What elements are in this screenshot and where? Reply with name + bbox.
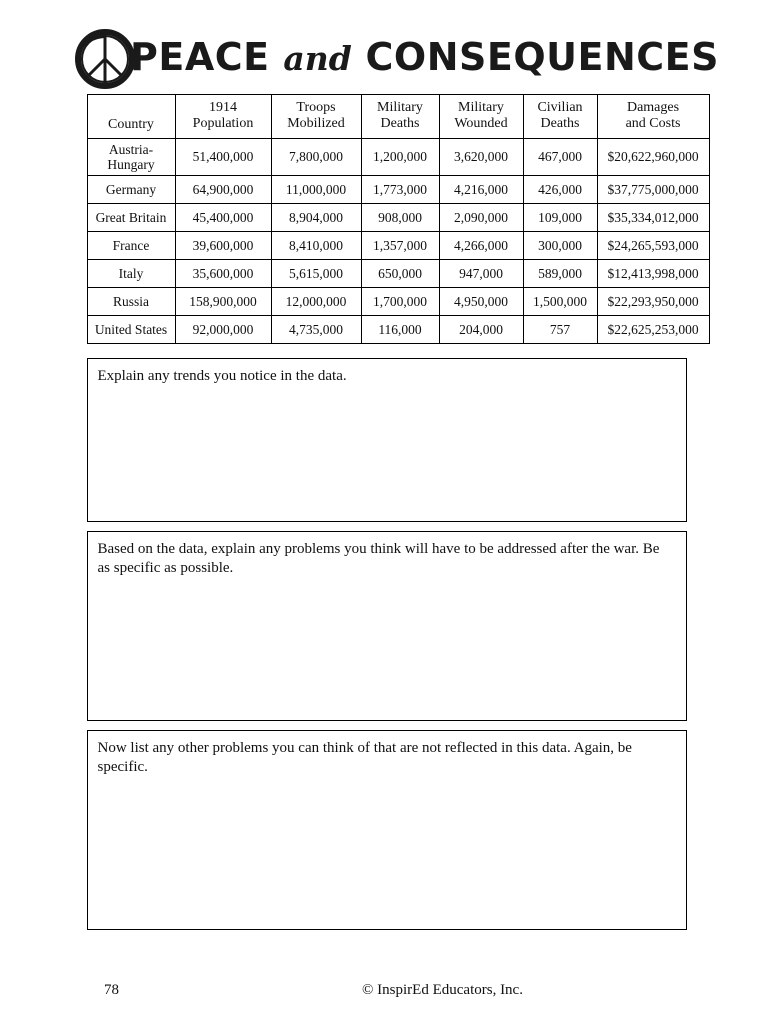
cell-population: 158,900,000 (175, 288, 271, 316)
cell-population: 92,000,000 (175, 316, 271, 344)
cell-military-wounded: 4,950,000 (439, 288, 523, 316)
cell-civilian-deaths: 467,000 (523, 139, 597, 176)
cell-military-deaths: 1,357,000 (361, 232, 439, 260)
page-title-text (130, 35, 719, 79)
page-number: 78 (104, 982, 119, 998)
table-row (87, 204, 709, 232)
cell-damages: $22,293,950,000 (597, 288, 709, 316)
cell-civilian-deaths: 426,000 (523, 176, 597, 204)
column-header-population-line2: Population (192, 116, 254, 131)
cell-military-wounded: 204,000 (439, 316, 523, 344)
column-header-military-wounded-line1: Military (458, 99, 504, 115)
cell-country: Italy (87, 260, 175, 288)
column-header-damages (597, 95, 709, 139)
cell-civilian-deaths: 589,000 (523, 260, 597, 288)
column-header-military-deaths (361, 95, 439, 139)
column-header-troops-line2: Mobilized (287, 116, 345, 131)
response-box-trends[interactable] (87, 358, 687, 522)
table-header-row (87, 95, 709, 139)
cell-damages: $24,265,593,000 (597, 232, 709, 260)
cell-population: 45,400,000 (175, 204, 271, 232)
table-row (87, 139, 709, 176)
column-header-population-line1: 1914 (209, 99, 237, 115)
cell-civilian-deaths: 300,000 (523, 232, 597, 260)
cell-damages: $20,622,960,000 (597, 139, 709, 176)
title-part-and: and (283, 39, 352, 78)
cell-troops: 11,000,000 (271, 176, 361, 204)
cell-population: 51,400,000 (175, 139, 271, 176)
prompt-text-other-problems: Now list any other problems you can think of that are not reflected in this data. Again, be specific. (97, 740, 632, 776)
casualty-table-wrapper (87, 94, 699, 344)
copyright-notice: © InspirEd Educators, Inc. (362, 982, 523, 998)
cell-military-wounded: 947,000 (439, 260, 523, 288)
cell-troops: 8,410,000 (271, 232, 361, 260)
column-header-military-wounded (439, 95, 523, 139)
cell-damages: $22,625,253,000 (597, 316, 709, 344)
table-row (87, 176, 709, 204)
title-part-peace: PEACE (130, 35, 284, 79)
casualty-table (87, 94, 710, 344)
cell-military-deaths: 1,200,000 (361, 139, 439, 176)
column-header-troops (271, 95, 361, 139)
cell-country: France (87, 232, 175, 260)
table-row (87, 260, 709, 288)
prompt-text-trends: Explain any trends you notice in the data. (97, 368, 347, 385)
column-header-military-deaths-line2: Deaths (380, 116, 420, 131)
column-header-civilian-deaths (523, 95, 597, 139)
column-header-civilian-deaths-line1: Civilian (537, 99, 583, 115)
title-part-consequences: CONSEQUENCES (351, 35, 719, 79)
cell-troops: 8,904,000 (271, 204, 361, 232)
cell-military-deaths: 1,700,000 (361, 288, 439, 316)
column-header-military-deaths-line1: Military (377, 99, 423, 115)
cell-damages: $12,413,998,000 (597, 260, 709, 288)
table-row (87, 316, 709, 344)
cell-civilian-deaths: 1,500,000 (523, 288, 597, 316)
cell-country: Germany (87, 176, 175, 204)
cell-military-deaths: 650,000 (361, 260, 439, 288)
response-box-postwar-problems[interactable] (87, 531, 687, 721)
cell-military-wounded: 4,266,000 (439, 232, 523, 260)
column-header-damages-line2: and Costs (625, 116, 681, 131)
cell-country: Great Britain (87, 204, 175, 232)
cell-civilian-deaths: 109,000 (523, 204, 597, 232)
cell-troops: 5,615,000 (271, 260, 361, 288)
worksheet-page (0, 26, 773, 1026)
cell-country: United States (87, 316, 175, 344)
table-row (87, 232, 709, 260)
cell-military-wounded: 4,216,000 (439, 176, 523, 204)
cell-military-wounded: 3,620,000 (439, 139, 523, 176)
cell-population: 35,600,000 (175, 260, 271, 288)
cell-military-deaths: 1,773,000 (361, 176, 439, 204)
column-header-population (175, 95, 271, 139)
table-row (87, 288, 709, 316)
cell-civilian-deaths: 757 (523, 316, 597, 344)
cell-country: Russia (87, 288, 175, 316)
cell-troops: 4,735,000 (271, 316, 361, 344)
column-header-troops-line1: Troops (296, 99, 336, 115)
cell-military-deaths: 908,000 (361, 204, 439, 232)
peace-sign-icon (74, 28, 136, 90)
response-box-other-problems[interactable] (87, 730, 687, 930)
column-header-country (87, 95, 175, 139)
cell-military-deaths: 116,000 (361, 316, 439, 344)
column-header-civilian-deaths-line2: Deaths (540, 116, 580, 131)
cell-damages: $37,775,000,000 (597, 176, 709, 204)
column-header-country-line1: Country (108, 116, 154, 132)
cell-population: 39,600,000 (175, 232, 271, 260)
page-title (0, 26, 773, 88)
cell-troops: 12,000,000 (271, 288, 361, 316)
cell-population: 64,900,000 (175, 176, 271, 204)
column-header-damages-line1: Damages (626, 99, 680, 115)
cell-country: Austria-Hungary (87, 139, 175, 176)
cell-damages: $35,334,012,000 (597, 204, 709, 232)
cell-troops: 7,800,000 (271, 139, 361, 176)
cell-military-wounded: 2,090,000 (439, 204, 523, 232)
prompt-text-postwar-problems: Based on the data, explain any problems you think will have to be addressed after the war. Be as specific as possible. (97, 541, 660, 577)
column-header-military-wounded-line2: Wounded (454, 116, 508, 131)
